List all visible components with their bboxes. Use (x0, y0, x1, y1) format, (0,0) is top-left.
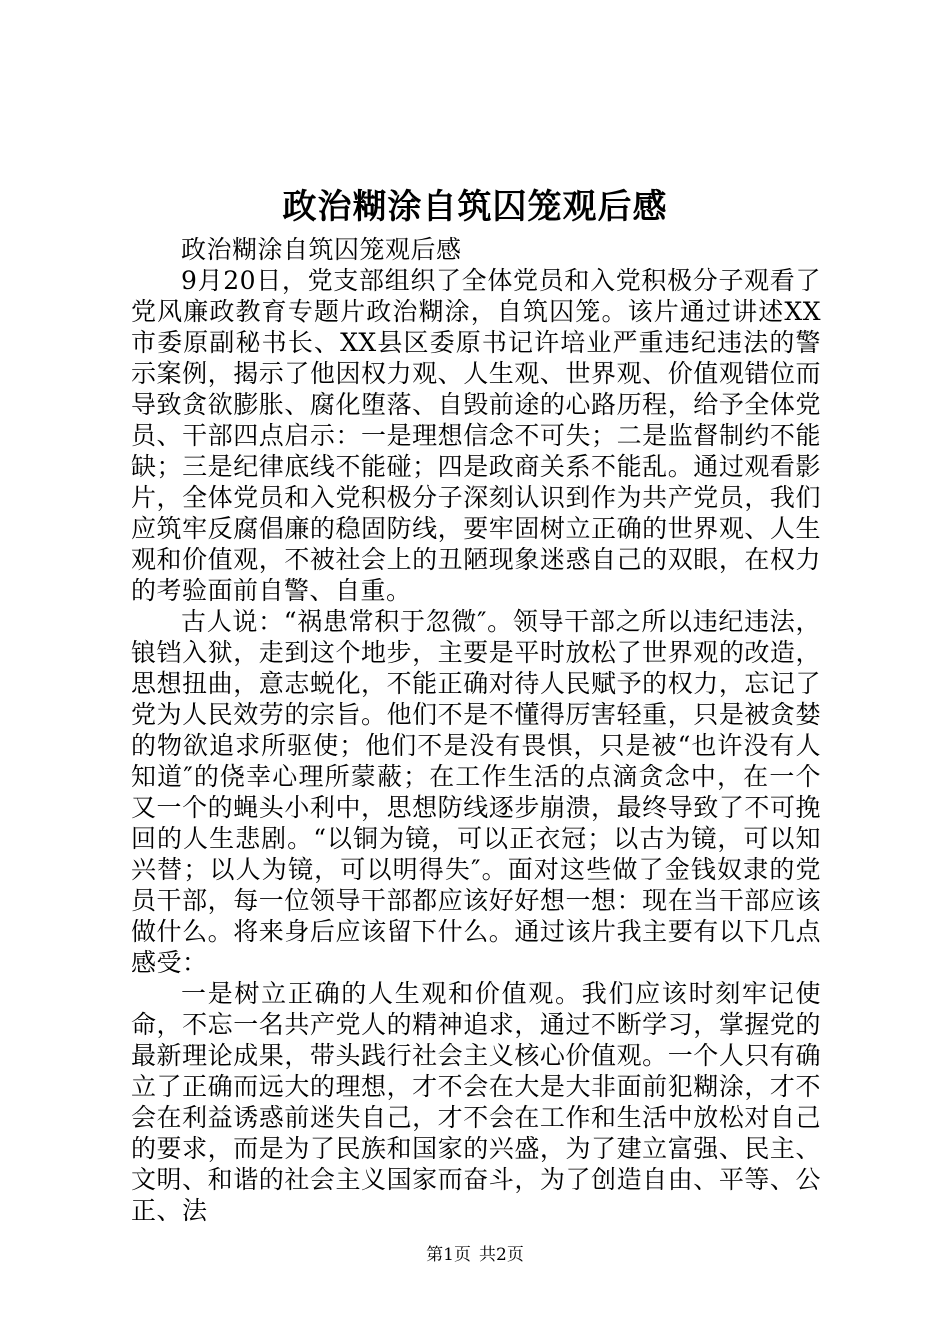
page-total: 共2页 (479, 1245, 524, 1265)
paragraph-subtitle: 政治糊涂自筑囚笼观后感 (181, 235, 462, 264)
page-number: 第1页 (426, 1245, 471, 1265)
paragraph-ancient-saying: 古人说：“祸患常积于忽微″。领导干部之所以违纪违法，锒铛入狱，走到这个地步，主要是平时放松了世界观的改造，思想扭曲，意志蜕化，不能正确对待人民赋予的权力，忘记了党为人民效劳的宗旨。他们不是不懂得厉害轻重，只是被贪婪的物欲追求所驱使；他们不是没有畏惧，只是被“也许没有人知道″的侥幸心理所蒙蔽；在工作生活的点滴贪念中，在一个又一个的蝇头小利中，思想防线逐步崩溃，最终导致了不可挽回的人生悲剧。“以铜为镜，可以正衣冠；以古为镜，可以知兴替；以人为镜，可以明得失″。面对这些做了金钱奴隶的党员干部，每一位领导干部都应该好好想一想：现在当干部应该做什么。将来身后应该留下什么。通过该片我主要有以下几点感受： (131, 607, 821, 977)
paragraph-intro: 9月20日，党支部组织了全体党员和入党积极分子观看了党风廉政教育专题片政治糊涂，自筑囚笼。该片通过讲述XX市委原副秘书长、XX县区委原书记许培业严重违纪违法的警示案例，揭示了他因权力观、人生观、世界观、价值观错位而导致贪欲膨胀、腐化堕落、自毁前途的心路历程，给予全体党员、干部四点启示：一是理想信念不可失；二是监督制约不能缺；三是纪律底线不能碰；四是政商关系不能乱。通过观看影片，全体党员和入党积极分子深刻认识到作为共产党员，我们应筑牢反腐倡廉的稳固防线，要牢固树立正确的世界观、人生观和价值观，不被社会上的丑陋现象迷惑自己的双眼，在权力的考验面前自警、自重。 (131, 266, 821, 605)
page-footer (0, 1244, 950, 1266)
document-title: 政治糊涂自筑囚笼观后感 (282, 187, 668, 227)
document-body (131, 234, 821, 1226)
paragraph-point-one: 一是树立正确的人生观和价值观。我们应该时刻牢记使命，不忘一名共产党人的精神追求，通过不断学习，掌握党的最新理论成果，带头践行社会主义核心价值观。一个人只有确立了正确而远大的理想，才不会在大是大非面前犯糊涂，才不会在利益诱惑前迷失自己，才不会在工作和生活中放松对自己的要求，而是为了民族和国家的兴盛，为了建立富强、民主、文明、和谐的社会主义国家而奋斗，为了创造自由、平等、公正、法 (131, 979, 821, 1225)
